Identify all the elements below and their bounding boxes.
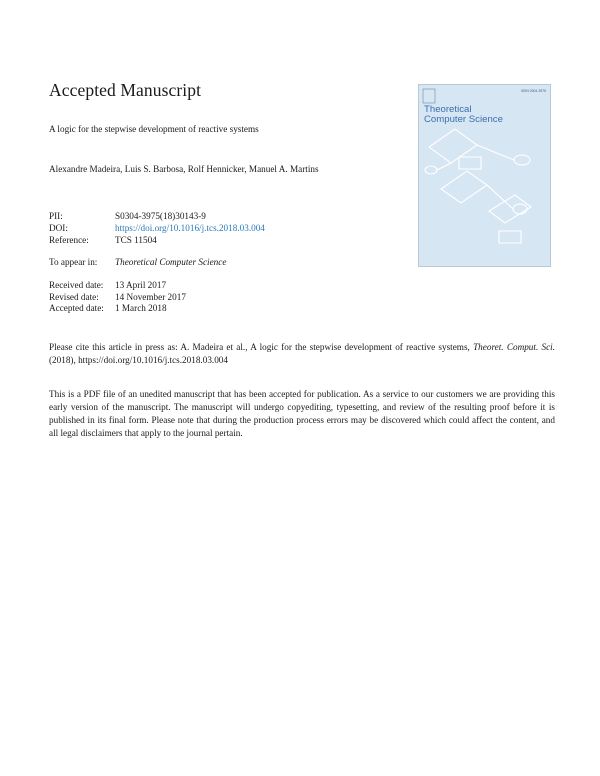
revised-label: Revised date: <box>49 292 99 302</box>
doi-link[interactable]: https://doi.org/10.1016/j.tcs.2018.03.004 <box>115 223 265 233</box>
pii-value: S0304-3975(18)30143-9 <box>115 211 206 221</box>
publisher-logo-icon <box>423 89 435 103</box>
citation-lead: Please cite this article in press as: A. Madeira et al., A logic for the stepwise development of reactive systems, <box>49 342 474 352</box>
cover-title-line1: Theoretical <box>424 104 472 115</box>
received-date: 13 April 2017 <box>115 280 167 290</box>
authors: Alexandre Madeira, Luis S. Barbosa, Rolf Hennicker, Manuel A. Martins <box>49 164 319 174</box>
disclaimer-paragraph: This is a PDF file of an unedited manuscript that has been accepted for publication. As a service to our customers we are providing this early version of the manuscript. The manuscript will undergo copyediting, typesetting, and review of the resulting proof before it is published in its final form. Please note that during the production process errors may be discovered which could affect the content, and all legal disclaimers that apply to the journal pertain. <box>49 389 555 438</box>
citation-note <box>49 341 555 367</box>
citation-journal: Theoret. Comput. Sci. <box>473 342 555 352</box>
revised-date: 14 November 2017 <box>115 292 186 302</box>
cover-issn: ISSN 0304-3975 <box>520 89 546 93</box>
reference-value: TCS 11504 <box>115 235 157 245</box>
heading: Accepted Manuscript <box>49 80 202 100</box>
journal-name: Theoretical Computer Science <box>115 257 227 267</box>
pii-label: PII: <box>49 211 63 221</box>
cover-title <box>424 105 503 125</box>
appear-label: To appear in: <box>49 257 98 267</box>
article-title: A logic for the stepwise development of reactive systems <box>49 124 259 134</box>
journal-cover <box>418 84 551 267</box>
received-label: Received date: <box>49 280 104 290</box>
reference-label: Reference: <box>49 235 89 245</box>
doi-label: DOI: <box>49 223 68 233</box>
citation-tail: (2018), https://doi.org/10.1016/j.tcs.2018.03.004 <box>49 355 228 365</box>
accepted-label: Accepted date: <box>49 303 104 313</box>
accepted-date: 1 March 2018 <box>115 303 167 313</box>
cover-diagram-icon <box>425 129 531 243</box>
cover-title-line2: Computer Science <box>424 114 503 125</box>
